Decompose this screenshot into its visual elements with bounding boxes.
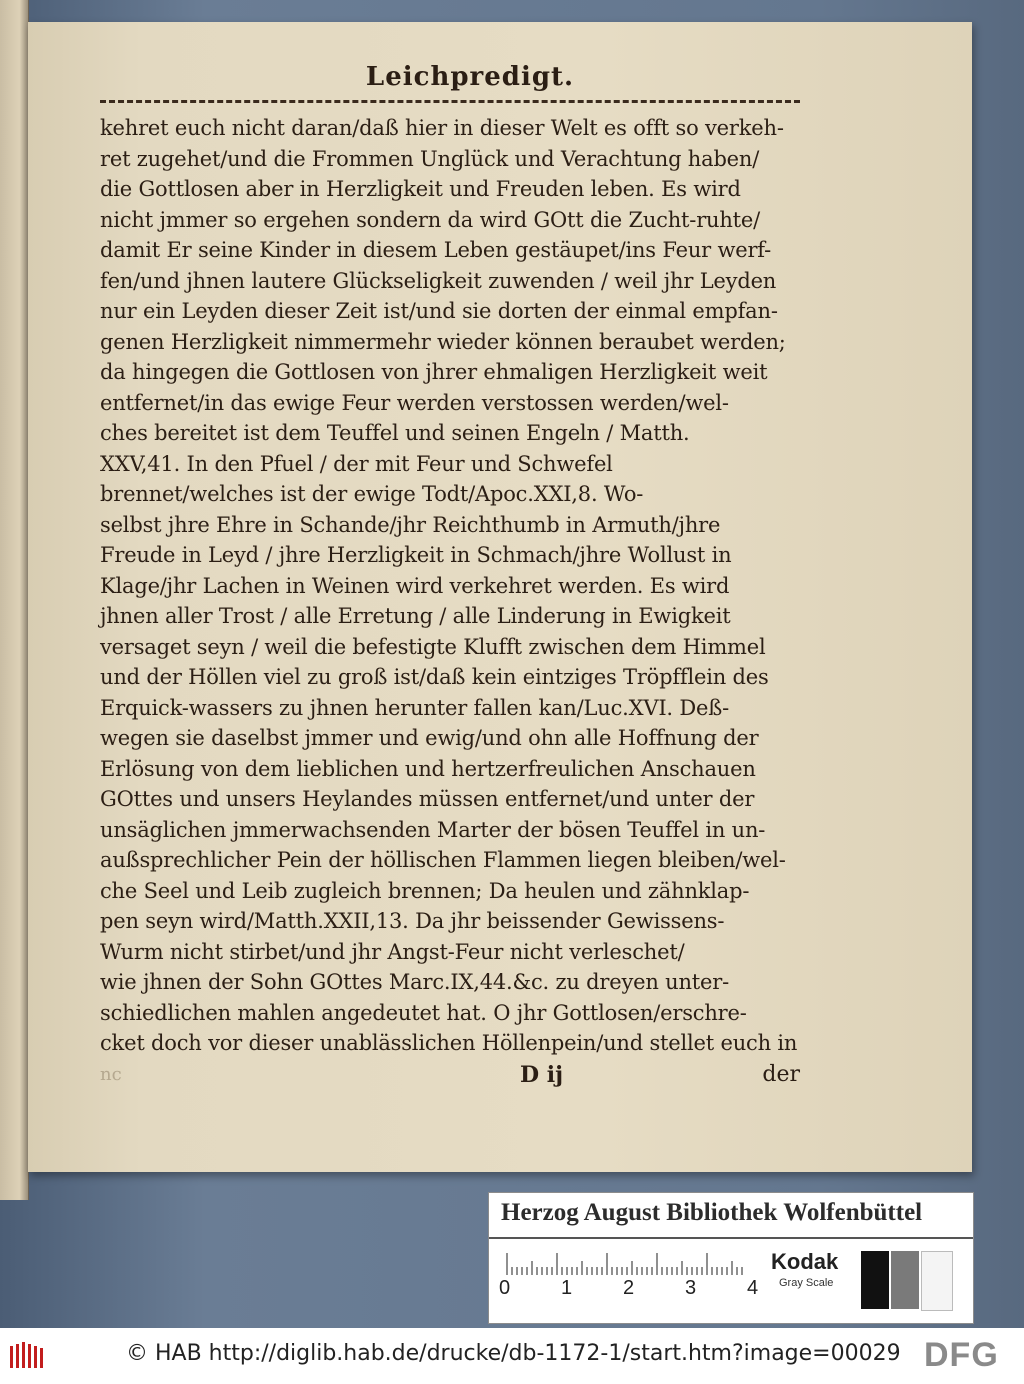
- text-line: ches bereitet ist dem Teuffel und seinen Engeln / Matth.: [100, 421, 690, 445]
- ruler-scale: [505, 1253, 745, 1275]
- ruler-number: 2: [623, 1277, 635, 1299]
- footer-bar: [0, 1328, 1024, 1384]
- text-line: ret zugehet/und die Frommen Unglück und Verachtung haben/: [100, 146, 760, 171]
- text-line: Wurm nicht stirbet/und jhr Angst-Feur nicht verleschet/: [100, 939, 685, 964]
- text-line: außsprechlicher Pein der höllischen Flammen liegen bleiben/wel-: [100, 848, 786, 872]
- library-color-card: [488, 1192, 974, 1324]
- running-head: Leichpredigt.: [365, 62, 575, 92]
- text-line: unsäglichen jmmerwachsenden Marter der bösen Teuffel in un-: [100, 817, 766, 842]
- dfg-logo: DFG: [924, 1336, 999, 1374]
- kodak-brand: Kodak: [771, 1249, 839, 1274]
- text-line: und der Höllen viel zu groß ist/daß kein eintziges Tröpfflein des: [100, 665, 769, 689]
- catchword: der: [762, 1061, 800, 1087]
- text-line: nicht jmmer so ergehen sondern da wird GOtt die Zucht-ruhte/: [100, 207, 761, 232]
- page-footer-line: [100, 1059, 800, 1091]
- text-line: jhnen aller Trost / alle Erretung / alle Linderung in Ewigkeit: [100, 604, 731, 628]
- text-line: Erquick-wassers zu jhnen herunter fallen kan/Luc.XVI. Deß-: [100, 695, 729, 720]
- swatch-black: [861, 1251, 889, 1309]
- text-line: da hingegen die Gottlosen von jhrer ehmaligen Herzligkeit weit: [100, 360, 768, 384]
- text-line: cket doch vor dieser unablässlichen Höllenpein/und stellet euch in: [100, 1031, 798, 1055]
- copyright-url[interactable]: © HAB http://diglib.hab.de/drucke/db-1172-1/start.htm?image=00029: [126, 1341, 901, 1366]
- text-line: nur ein Leyden dieser Zeit ist/und sie dorten der einmal empfan-: [100, 299, 778, 323]
- text-line: damit Er seine Kinder in diesem Leben gestäupet/ins Feur werf-: [100, 238, 772, 262]
- text-line: versaget seyn / weil die befestigte Klufft zwischen dem Himmel: [100, 634, 766, 659]
- text-line: kehret euch nicht daran/daß hier in dieser Welt es offt so verkeh-: [100, 116, 784, 140]
- text-line: entfernet/in das ewige Feur werden verstossen werden/wel-: [100, 390, 729, 415]
- library-name: Herzog August Bibliothek Wolfenbüttel: [501, 1199, 923, 1226]
- ruler-number: 1: [561, 1277, 573, 1299]
- text-line: wie jhnen der Sohn GOttes Marc.IX,44.&c. zu dreyen unter-: [100, 970, 730, 994]
- text-line: schiedlichen mahlen angedeutet hat. O jhr Gottlosen/erschre-: [100, 1000, 747, 1025]
- text-line: fen/und jhnen lautere Glückseligkeit zuwenden / weil jhr Leyden: [100, 268, 777, 293]
- text-line: wegen sie daselbst jmmer und ewig/und ohn alle Hoffnung der: [100, 726, 759, 750]
- text-line: GOttes und unsers Heylandes müssen entfernet/und unter der: [100, 787, 755, 811]
- text-line: brennet/welches ist der ewige Todt/Apoc.XXI,8. Wo-: [100, 482, 644, 506]
- text-line: che Seel und Leib zugleich brennen; Da heulen und zähnklap-: [100, 878, 750, 903]
- text-line: selbst jhre Ehre in Schande/jhr Reichthumb in Armuth/jhre: [100, 512, 721, 537]
- ruler-number: 0: [499, 1277, 511, 1299]
- card-divider: [489, 1237, 973, 1239]
- head-rule: [100, 100, 800, 107]
- ruler-numbers: [499, 1277, 759, 1303]
- gray-scale-label: Gray Scale: [779, 1277, 834, 1289]
- text-line: genen Herzligkeit nimmermehr wieder können beraubet werden;: [100, 329, 786, 354]
- swatch-gray: [891, 1251, 919, 1309]
- text-body: [100, 113, 800, 1059]
- bleed-through-mark: nc: [100, 1063, 122, 1085]
- hab-logo-icon: [8, 1340, 52, 1372]
- page-content: [100, 62, 800, 1091]
- swatch-white: [921, 1251, 953, 1311]
- signature-mark: D ij: [520, 1061, 564, 1088]
- text-line: pen seyn wird/Matth.XXII,13. Da jhr beissender Gewissens-: [100, 909, 725, 933]
- text-line: XXV,41. In den Pfuel / der mit Feur und Schwefel: [100, 451, 613, 476]
- text-line: Erlösung von dem lieblichen und hertzerfreulichen Anschauen: [100, 756, 756, 781]
- text-line: die Gottlosen aber in Herzligkeit und Freuden leben. Es wird: [100, 177, 741, 201]
- text-line: Freude in Leyd / jhre Herzligkeit in Schmach/jhre Wollust in: [100, 543, 732, 567]
- book-page: [28, 22, 972, 1172]
- ruler-number: 3: [685, 1277, 697, 1299]
- text-line: Klage/jhr Lachen in Weinen wird verkehret werden. Es wird: [100, 573, 730, 598]
- facing-page-edge: [0, 0, 29, 1200]
- ruler-number: 4: [747, 1277, 759, 1299]
